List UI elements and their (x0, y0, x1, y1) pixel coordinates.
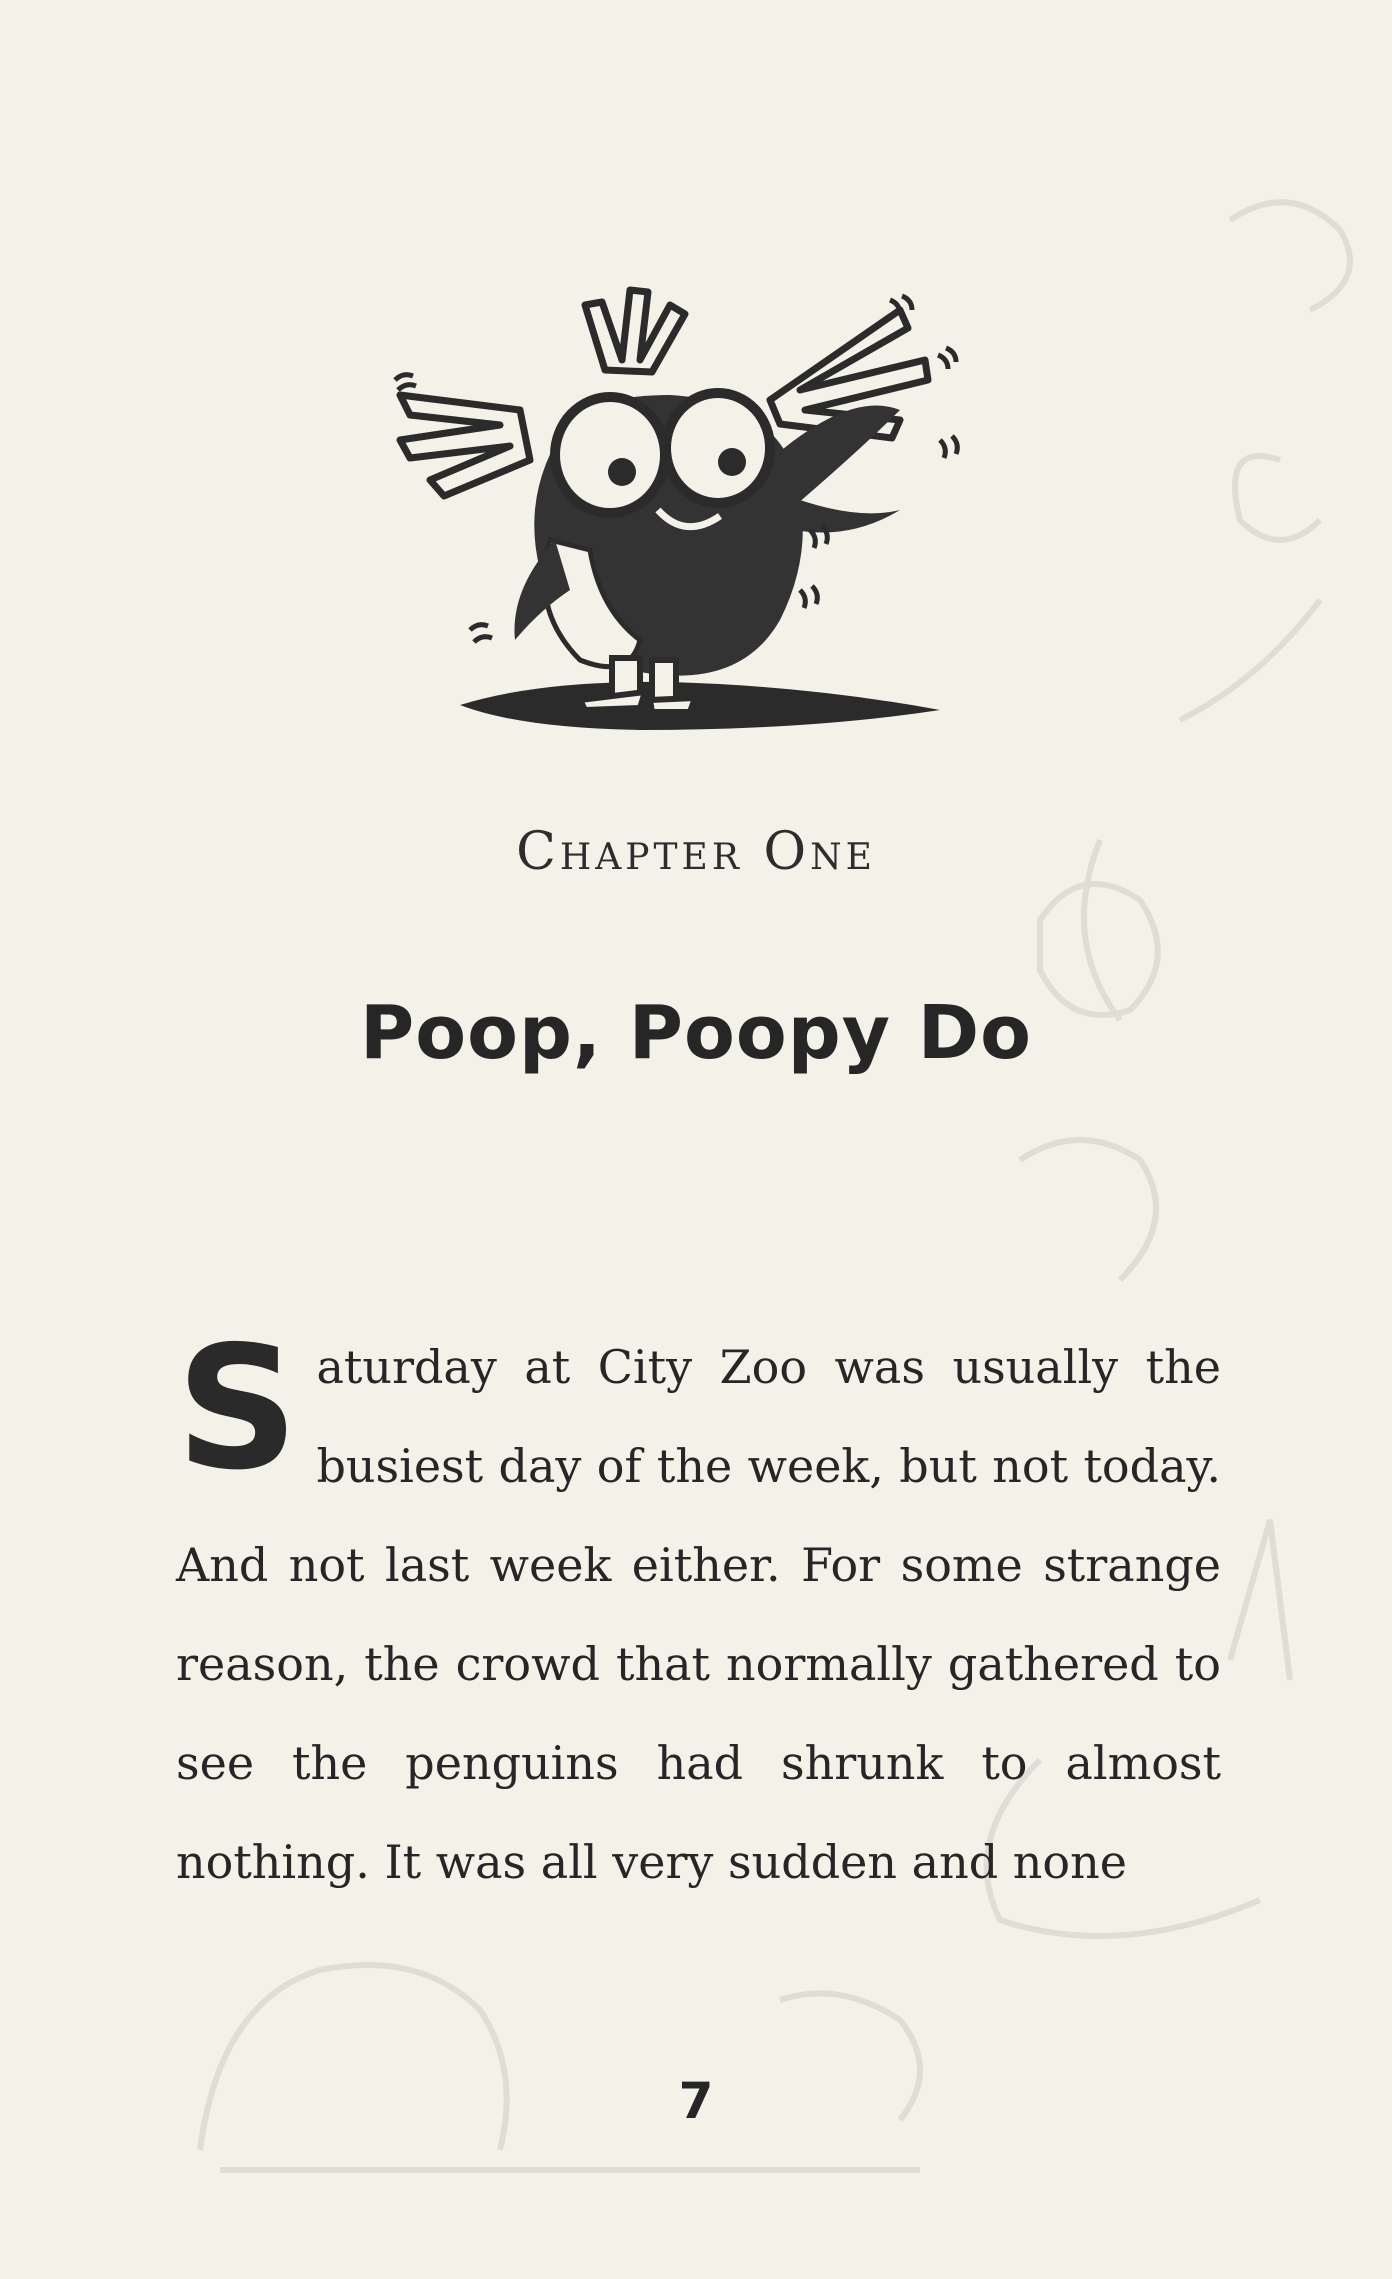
drop-cap: S (176, 1310, 299, 1508)
page-number: 7 (678, 2072, 714, 2130)
chapter-title: Poop, Poopy Do (360, 990, 1032, 1076)
body-text: aturday at City Zoo was usually the busiest day of the week, but not today. And not last week either. For some strange reason, the crowd that normally gathered to see the penguins had shrunk to almost nothing. It was all very sudden and none (176, 1340, 1221, 1889)
show-through-illustration-bottom (160, 1900, 1060, 2200)
chapter-label: Chapter One (516, 822, 876, 882)
dancing-penguin-icon (340, 210, 980, 770)
body-paragraph (176, 1310, 1221, 1912)
